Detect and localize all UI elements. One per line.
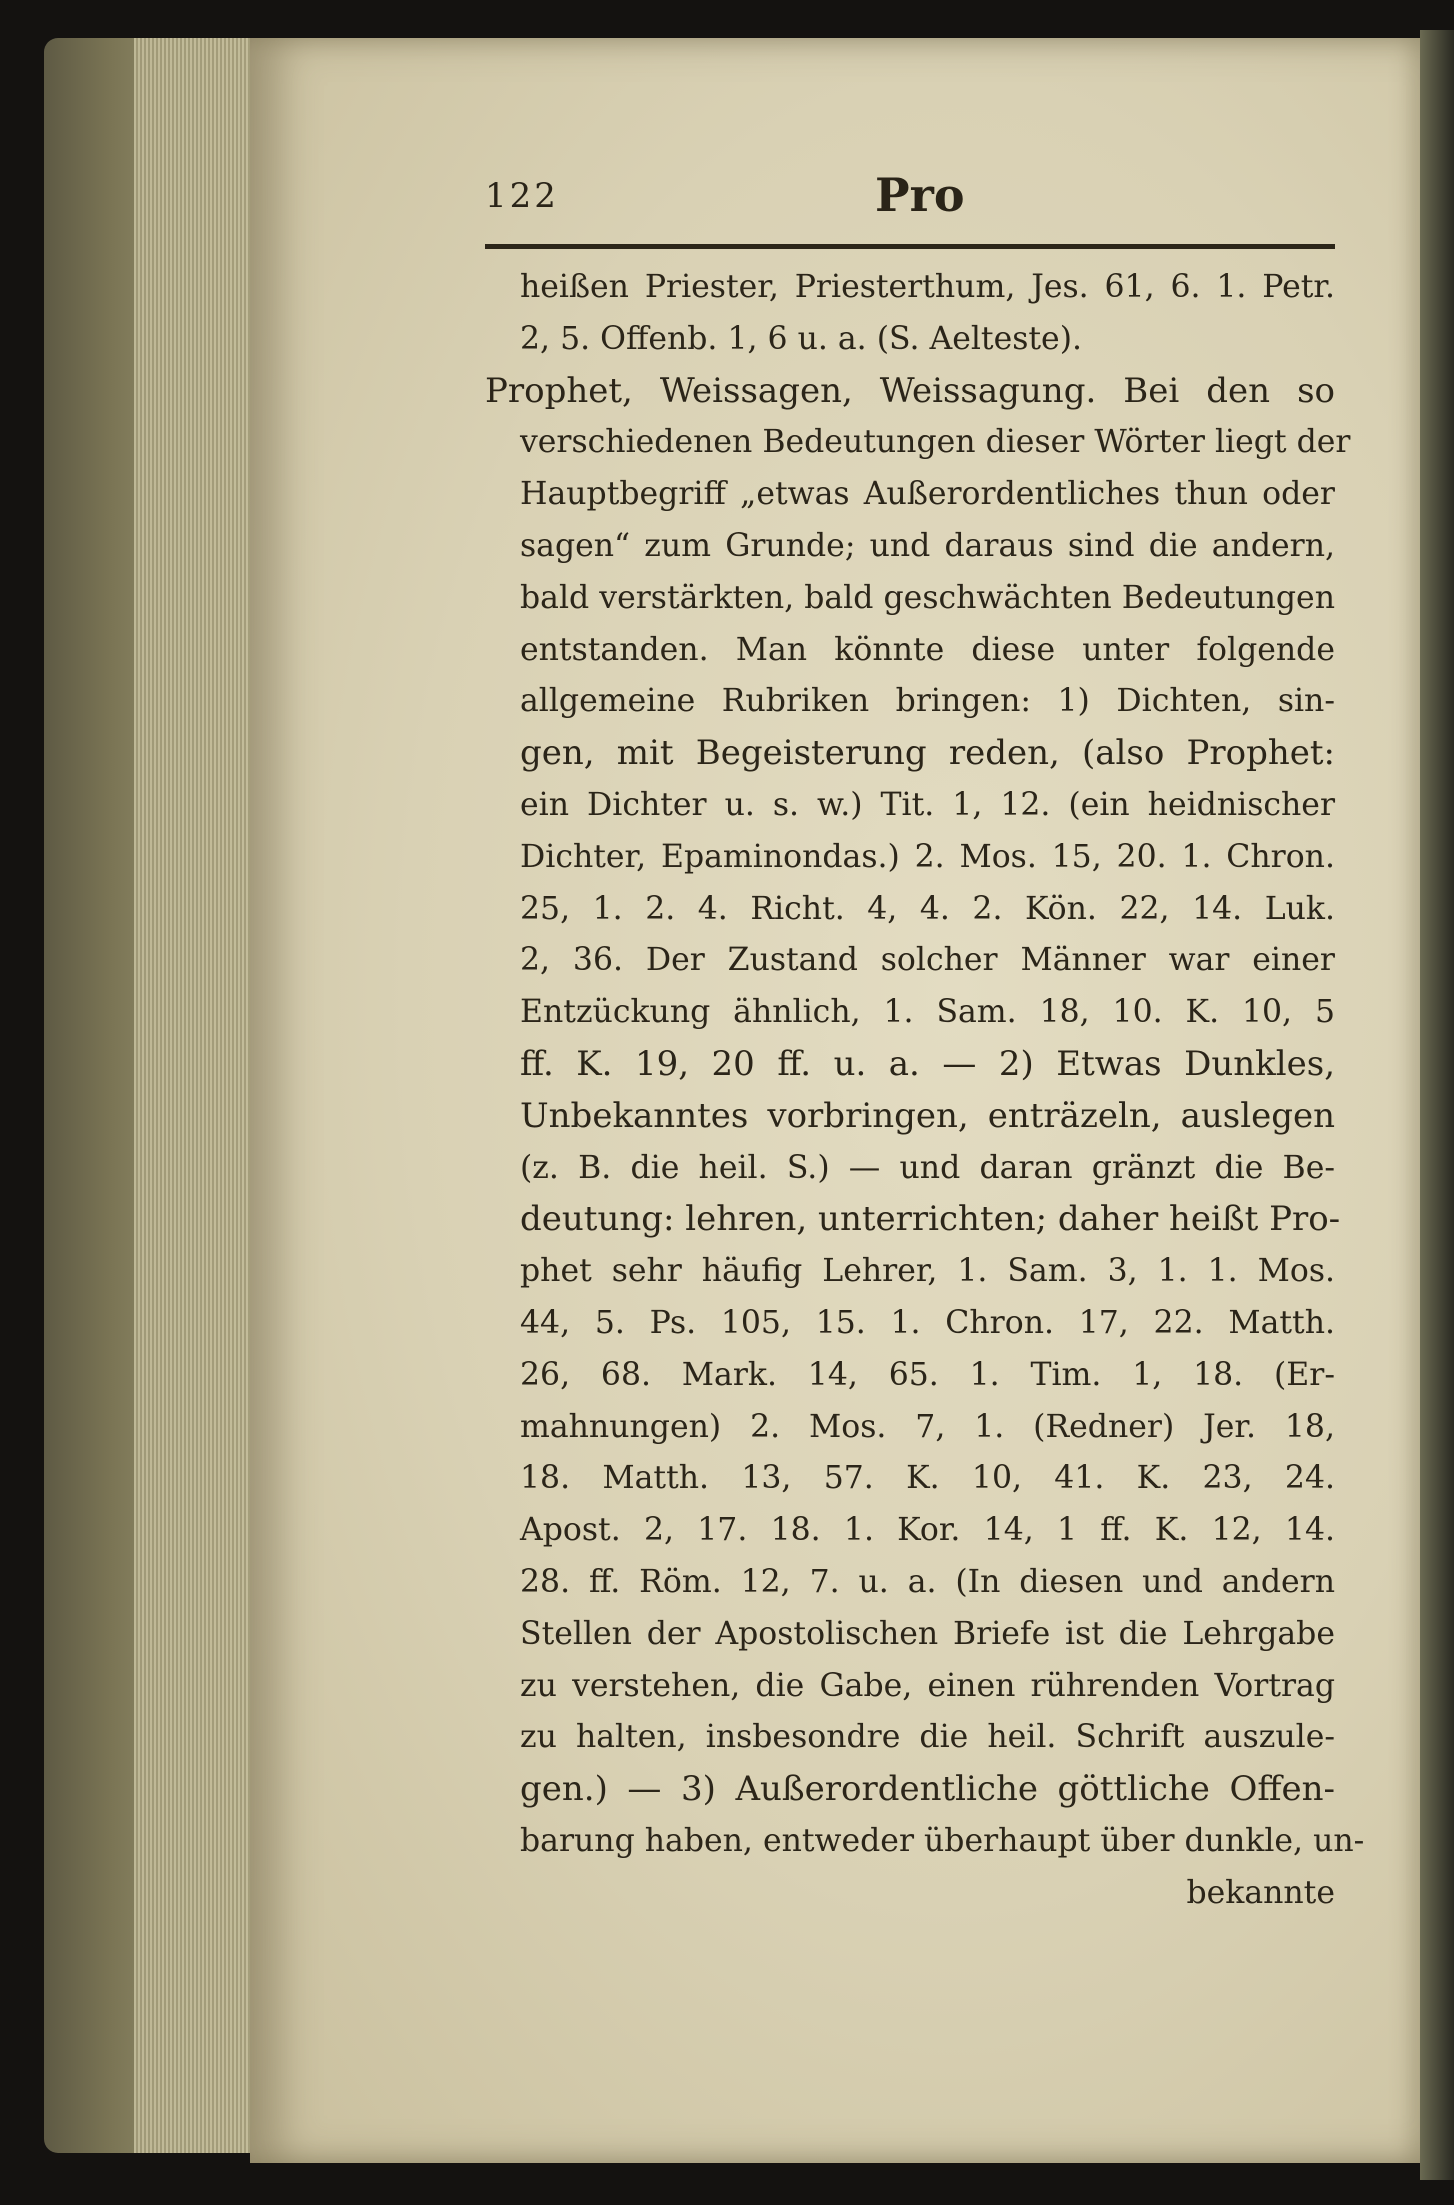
text-line: zu halten, insbesondre die heil. Schrift auszule- (520, 1719, 1335, 1756)
text-line: deutung: lehren, unterrichten; daher heißt Pro- (520, 1199, 1341, 1240)
text-line: gen, mit Begeisterung reden, (also Prophet: (520, 733, 1335, 774)
text-line: 2, 36. Der Zustand solcher Männer war einer (520, 942, 1335, 979)
text-line: verschiedenen Bedeutungen dieser Wörter liegt der (520, 424, 1351, 461)
text-line: Dichter, Epaminondas.) 2. Mos. 15, 20. 1. Chron. (520, 838, 1335, 875)
text-line: 44, 5. Ps. 105, 15. 1. Chron. 17, 22. Matth. (520, 1304, 1335, 1341)
text-line: 2, 5. Offenb. 1, 6 u. a. (S. Aelteste). (520, 320, 1083, 357)
text-line: gen.) — 3) Außerordentliche göttliche Offen- (520, 1769, 1335, 1810)
text-line: heißen Priester, Priesterthum, Jes. 61, 6. 1. Petr. (520, 269, 1335, 305)
text-line: Stellen der Apostolischen Briefe ist die Lehrgabe (520, 1615, 1335, 1652)
text-line: 18. Matth. 13, 57. K. 10, 41. K. 23, 24. (520, 1460, 1335, 1497)
text-line: ein Dichter u. s. w.) Tit. 1, 12. (ein heidnischer (520, 786, 1335, 823)
header-rule (485, 244, 1335, 249)
text-line: mahnungen) 2. Mos. 7, 1. (Redner) Jer. 18, (520, 1408, 1335, 1445)
text-line: phet sehr häufig Lehrer, 1. Sam. 3, 1. 1. Mos. (520, 1253, 1335, 1290)
text-line: 28. ff. Röm. 12, 7. u. a. (In diesen und andern (520, 1563, 1335, 1600)
text-line: bald verstärkten, bald geschwächten Bedeutungen (520, 579, 1335, 616)
text-line: Hauptbegriff „etwas Außerordentliches thun oder (520, 476, 1335, 513)
page-stack-edge (44, 38, 264, 2153)
text-line: allgemeine Rubriken bringen: 1) Dichten, sin- (520, 683, 1335, 720)
text-line: Unbekanntes vorbringen, enträzeln, auslegen (520, 1095, 1335, 1136)
text-line: ff. K. 19, 20 ff. u. a. — 2) Etwas Dunkles, (520, 1043, 1335, 1084)
running-head: Pro (875, 168, 965, 222)
body-text (485, 262, 1365, 1920)
text-line: Apost. 2, 17. 18. 1. Kor. 14, 1 ff. K. 12, 14. (520, 1512, 1335, 1549)
text-line: barung haben, entweder überhaupt über dunkle, un- (520, 1822, 1365, 1859)
text-line: sagen“ zum Grunde; und daraus sind die andern, (520, 527, 1335, 564)
text-line: (z. B. die heil. S.) — und daran gränzt die Be- (520, 1149, 1335, 1186)
text-line: Entzückung ähnlich, 1. Sam. 18, 10. K. 10, 5 (520, 994, 1335, 1031)
text-line: zu verstehen, die Gabe, einen rührenden Vortrag (520, 1667, 1335, 1704)
right-book-edge (1420, 30, 1454, 2180)
entry-headword-line: Prophet, Weissagen, Weissagung. Bei den so (485, 370, 1335, 411)
page-number: 122 (485, 176, 559, 216)
text-line: 26, 68. Mark. 14, 65. 1. Tim. 1, 18. (Er- (520, 1356, 1335, 1393)
page-header (485, 168, 1335, 240)
text-line: entstanden. Man könnte diese unter folgende (520, 631, 1335, 668)
catchword: bekannte (1186, 1874, 1335, 1911)
text-line: 25, 1. 2. 4. Richt. 4, 4. 2. Kön. 22, 14. Luk. (520, 890, 1335, 927)
page-edges (134, 38, 264, 2153)
